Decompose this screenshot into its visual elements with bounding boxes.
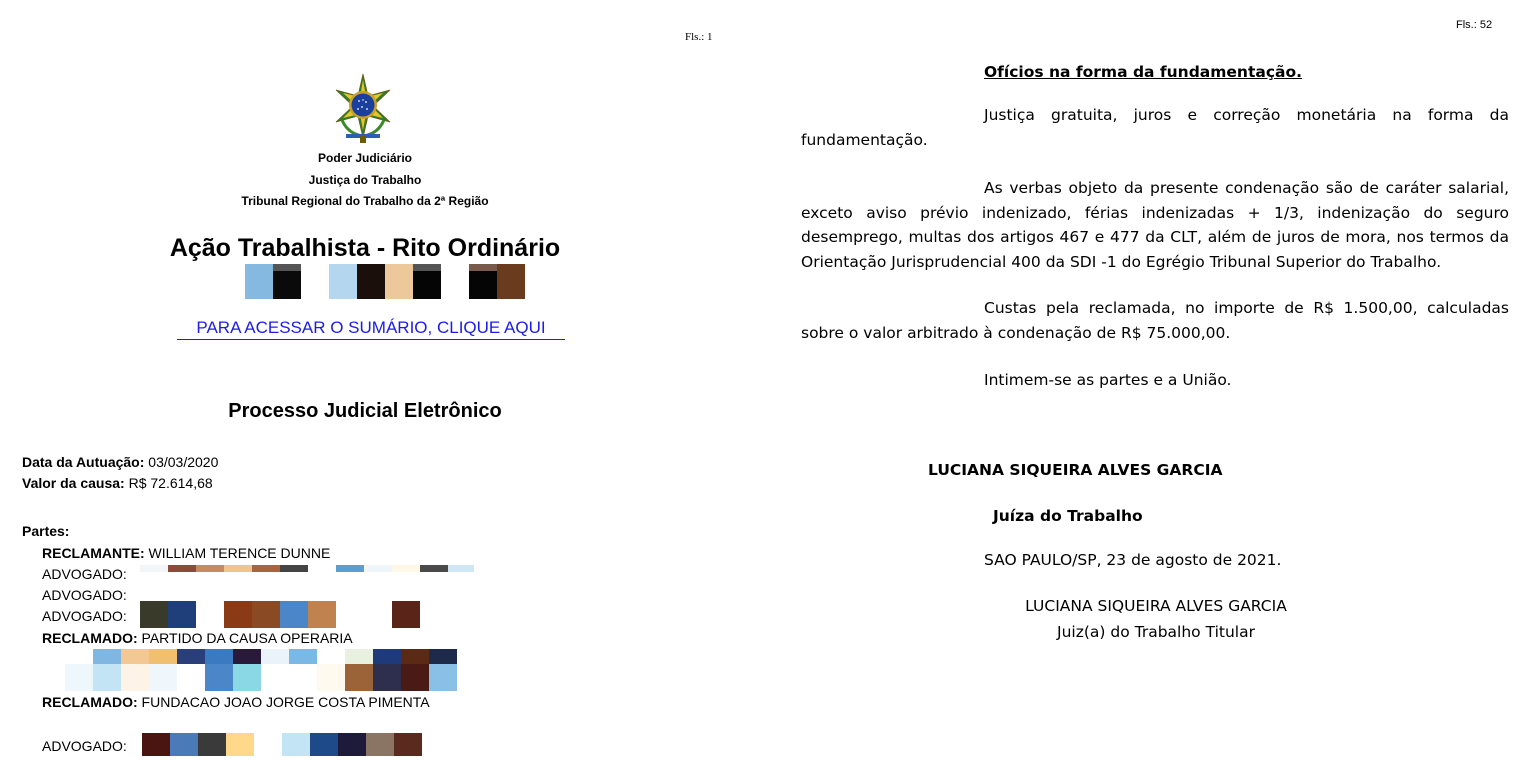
reclamante-value: WILLIAM TERENCE DUNNE [148,545,331,561]
left-page [0,0,730,778]
paragraph-intimem: Intimem-se as partes e a União. [984,371,1232,389]
autuacao-line [22,454,218,470]
partes-label-text: Partes: [22,523,70,539]
reclamado-label-2: RECLAMADO: [42,694,138,710]
right-page-folio: Fls.: 52 [1456,19,1493,31]
reclamado-value-2: FUNDACAO JOAO JORGE COSTA PIMENTA [141,694,430,710]
partes-label [22,523,69,539]
reclamante-line [42,545,330,561]
reclamado-line-1 [42,630,353,646]
pje-title: Processo Judicial Eletrônico [228,400,502,422]
right-page [768,0,1537,778]
reclamado-value-1: PARTIDO DA CAUSA OPERARIA [141,630,353,646]
redaction-block [65,649,457,664]
org-line-labor-justice: Justiça do Trabalho [308,173,422,187]
summary-link[interactable]: PARA ACESSAR O SUMÁRIO, CLIQUE AQUI [177,318,565,340]
redaction-block [142,733,422,756]
brazil-coat-of-arms-icon [330,72,396,144]
redaction-block [140,601,420,628]
left-page-folio: Fls.: 1 [685,31,713,43]
advogado-label-3: ADVOGADO: [42,608,127,624]
org-line-judiciary: Poder Judiciário [317,151,413,165]
judge-role: Juíza do Trabalho [993,507,1143,525]
redaction-block [65,664,457,691]
valor-label: Valor da causa: [22,475,125,491]
valor-line [22,475,213,491]
advogado-label-4: ADVOGADO: [42,738,127,754]
place-date: SAO PAULO/SP, 23 de agosto de 2021. [984,551,1282,569]
signature-name: LUCIANA SIQUEIRA ALVES GARCIA [1025,597,1287,615]
judge-name: LUCIANA SIQUEIRA ALVES GARCIA [928,461,1223,479]
document-title: Ação Trabalhista - Rito Ordinário [169,234,561,262]
advogado-label-1: ADVOGADO: [42,566,127,582]
paragraph-verbas: As verbas objeto da presente condenação são de caráter salarial, exceto aviso prévio indenizado, férias indenizadas + 1/3, indenização do seguro desemprego, multas dos artigos 467 e 477 da CLT, além de juros de mora, nos termos da Orientação Jurisprudencial 400 da SDI -1 do Egrégio Tribunal Superior do Trabalho. [801,179,1509,271]
org-line-regional-court: Tribunal Regional do Trabalho da 2ª Região [241,194,489,208]
advogado-label-2: ADVOGADO: [42,587,127,603]
paragraph-custas: Custas pela reclamada, no importe de R$ 1.500,00, calculadas sobre o valor arbitrado à condenação de R$ 75.000,00. [801,299,1509,342]
reclamado-line-2 [42,694,430,710]
paragraph-justica-gratuita: Justiça gratuita, juros e correção monetária na forma da fundamentação. [801,106,1509,149]
autuacao-value: 03/03/2020 [148,454,219,470]
oficios-line: Ofícios na forma da fundamentação. [984,63,1303,81]
signature-role: Juiz(a) do Trabalho Titular [1057,623,1255,641]
reclamante-label: RECLAMANTE: [42,545,145,561]
autuacao-label: Data da Autuação: [22,454,145,470]
redaction-block [140,565,474,572]
reclamado-label-1: RECLAMADO: [42,630,138,646]
valor-value: R$ 72.614,68 [128,475,213,491]
redaction-block [245,264,525,299]
